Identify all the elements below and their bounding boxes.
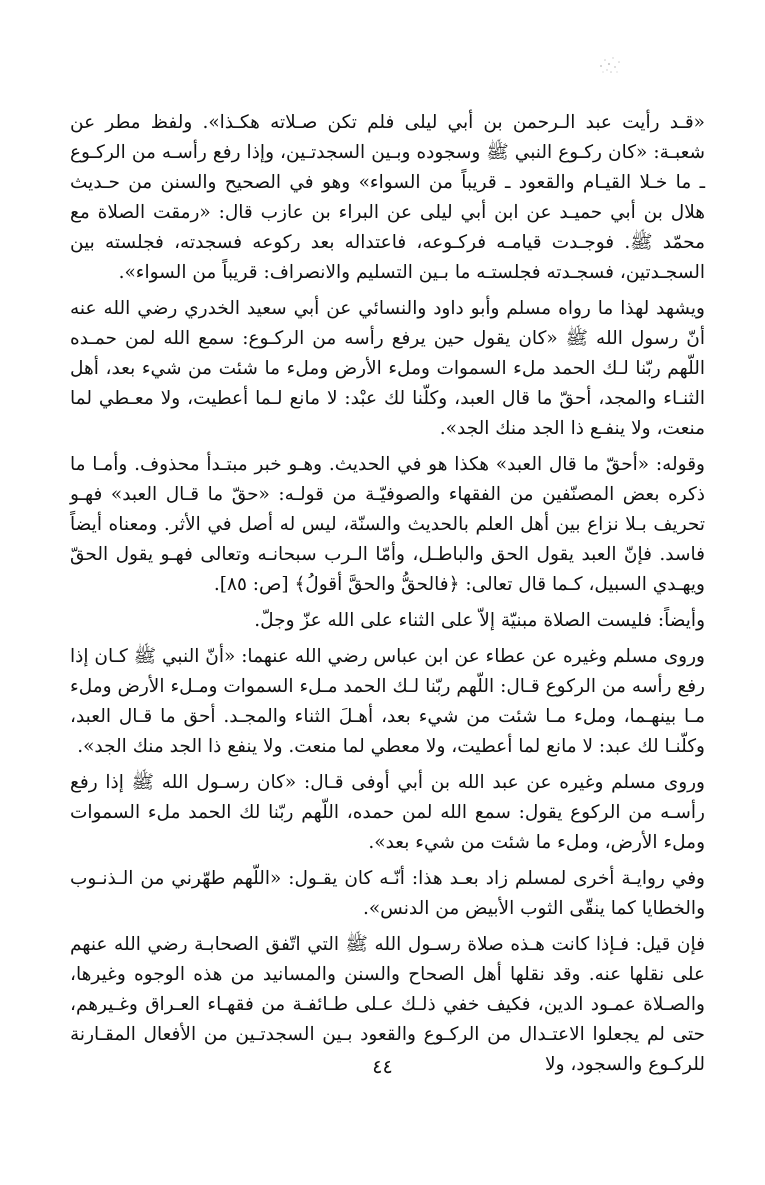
- corner-speckle-decoration: [595, 52, 625, 78]
- paragraph-1: «قـد رأيت عبد الـرحمن بن أبي ليلى فلم تكن صـلاته هكـذا». ولفظ مطر عن شعبـة: «كان ركـوع النبي ﷺ وسجوده وبـين السجدتـين، وإذا رفع رأسـه من الركـوع ـ ما خـلا القيـام والقعود ـ قريباً من السواء» وهو في الصحيح والسنن من حـديث هلال بن أبي حميـد عن ابن أبي ليلى عن البراء بن عازب قال: «رمقت الصلاة مع محمّد ﷺ. فوجـدت قيامـه فركـوعه، فاعتداله بعد ركوعه فسجدته، فجلسته بين السجـدتين، فسجـدته فجلستـه ما بـين التسليم والانصراف: قريباً من السواء».: [70, 112, 705, 283]
- paragraph-2: ويشهد لهذا ما رواه مسلم وأبو داود والنسائي عن أبي سعيد الخدري رضي الله عنه أنّ رسول الله ﷺ «كان يقول حين يرفع رأسه من الركـوع: سمع الله لمن حمـده اللّهم ربّنا لـك الحمد ملء السموات وملء الأرض وملء ما شئت من شيء بعد، أهل الثنـاء والمجد، أحقّ ما قال العبد، وكلّنا لك عبْد: لا مانع لـما أعطيت، ولا معـطي لما منعت، ولا ينفـع ذا الجد منك الجد».: [70, 298, 705, 439]
- page-body: [70, 108, 705, 1086]
- paragraph-6: وروى مسلم وغيره عن عبد الله بن أبي أوفى قـال: «كان رسـول الله ﷺ إذا رفع رأسـه من الركوع يقول: سمع الله لمن حمده، اللّهم ربّنا لك الحمد ملء السموات وملء الأرض، وملء ما شئت من شيء بعد».: [70, 772, 705, 853]
- paragraph-4: وأيضاً: فليست الصلاة مبنيّة إلاّ على الثناء على الله عزّ وجلّ.: [254, 610, 705, 631]
- paragraph-3: وقوله: «أحقّ ما قال العبد» هكذا هو في الحديث. وهـو خبر مبتـدأ محذوف. وأمـا ما ذكره بعض المصنّفين من الفقهاء والصوفيّـة من قولـه: «حقّ ما قـال العبد» فهـو تحريف بـلا نزاع بين أهل العلم بالحديث والسنّة، ليس له أصل في الأثر. ومعناه أيضاً فاسد. فإنّ العبد يقول الحق والباطـل، وأمّا الـرب سبحانـه وتعالى فهـو يقول الحقّ ويهـدي السبيل، كـما قال تعالى: ﴿فالحقُّ والحقَّ أقولُ﴾ [ص: ٨٥].: [70, 454, 705, 595]
- paragraph-8: فإن قيل: فـإذا كانت هـذه صلاة رسـول الله ﷺ التي اتّفق الصحابـة رضي الله عنهم على نقلها عنه. وقد نقلها أهل الصحاح والسنن والمسانيد من هذه الوجوه وغيرها، والصـلاة عمـود الدين، فكيف خفي ذلـك عـلى طـائفـة من فقهـاء العـراق وغـيرهم، حتى لم يجعلوا الاعتـدال من الركـوع والقعود بـين السجدتـين من الأفعال المقـارنة للركـوع والسجود، ولا: [70, 934, 705, 1075]
- paragraph-7: وفي روايـة أخرى لمسلم زاد بعـد هذا: أنّـه كان يقـول: «اللّهم طهّرني من الـذنـوب والخطايا كما ينقّى الثوب الأبيض من الدنس».: [70, 868, 705, 919]
- page-number: ٤٤: [372, 1056, 393, 1078]
- paragraph-5: وروى مسلم وغيره عن عطاء عن ابن عباس رضي الله عنهما: «أنّ النبي ﷺ كـان إذا رفع رأسه من الركوع قـال: اللّهم ربّنا لـك الحمد مـلء السموات ومـلء الأرض وملء مـا بينهـما، وملء مـا شئت من شيء بعد، أهـلَ الثناء والمجـد. أحق ما قـال العبد، وكلّنـا لك عبد: لا مانع لما أعطيت، ولا معطي لما منعت. ولا ينفع ذا الجد منك الجد».: [70, 646, 705, 757]
